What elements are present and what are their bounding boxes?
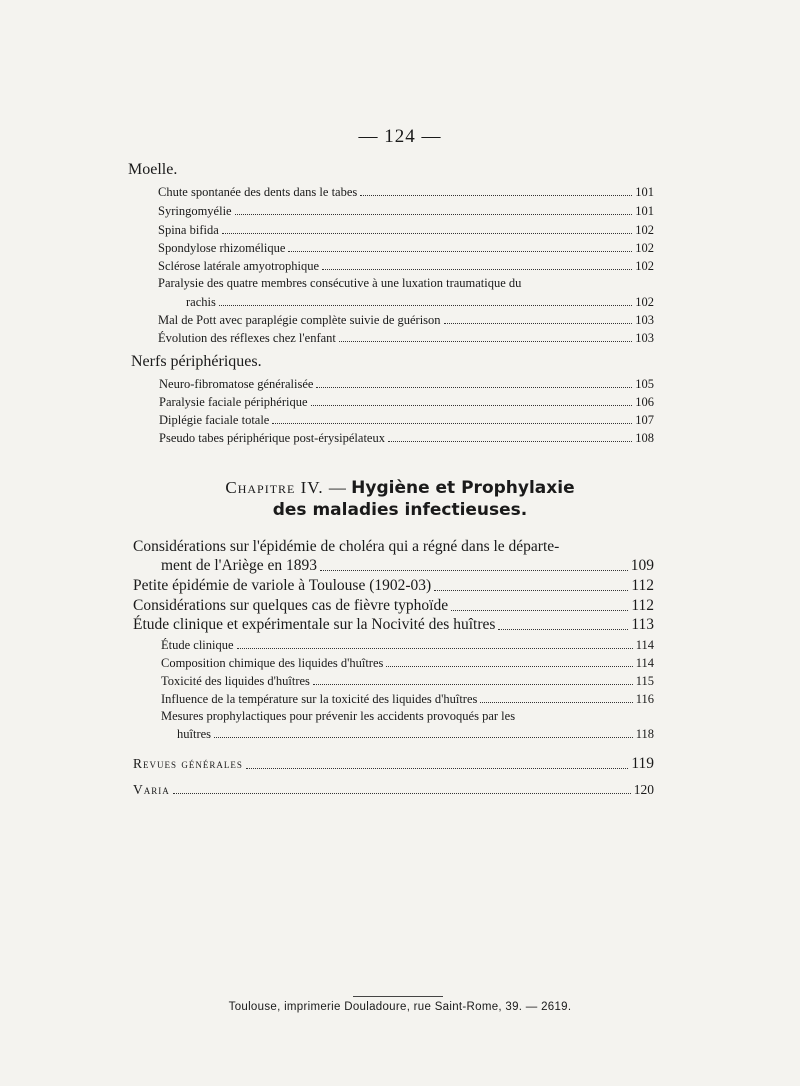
section-heading-nerfs: Nerfs périphériques. — [131, 353, 262, 370]
toc-entry: Spina bifida 102 — [158, 223, 654, 237]
toc-sub-entry: Influence de la température sur la toxicité des liquides d'huîtres 116 — [161, 692, 654, 706]
toc-entry: ment de l'Ariège en 1893 109 — [161, 557, 654, 574]
toc-entry: Spondylose rhizomélique 102 — [158, 241, 654, 255]
toc-entry: Sclérose latérale amyotrophique 102 — [158, 259, 654, 273]
toc-sub-entry: huîtres 118 — [177, 727, 654, 741]
toc-sub-entry: Composition chimique des liquides d'huîtres 114 — [161, 656, 654, 670]
toc-entry: Petite épidémie de variole à Toulouse (1902-03) 112 — [133, 577, 654, 594]
chapter-heading: Chapitre IV. — Hygiène et Prophylaxie — [225, 478, 575, 498]
footer-rule — [353, 996, 443, 997]
toc-entry: Varia 120 — [133, 782, 654, 797]
printer-imprint: Toulouse, imprimerie Douladoure, rue Saint-Rome, 39. — 2619. — [228, 1001, 572, 1013]
toc-entry: Étude clinique et expérimentale sur la Nocivité des huîtres 113 — [133, 616, 654, 633]
toc-entry: Paralysie faciale périphérique 106 — [159, 395, 654, 409]
toc-sub-entry-first-line: Mesures prophylactiques pour prévenir les accidents provoqués par les — [161, 709, 516, 723]
toc-sub-entry: Étude clinique 114 — [161, 638, 654, 652]
page-number: — 124 — — [358, 126, 442, 147]
toc-entry: Revues générales 119 — [133, 755, 654, 772]
toc-entry: Neuro-fibromatose généralisée 105 — [159, 377, 654, 391]
toc-sub-entry: Toxicité des liquides d'huîtres 115 — [161, 674, 654, 688]
toc-entry: Pseudo tabes périphérique post-érysipélateux 108 — [159, 431, 654, 445]
toc-entry: Considérations sur quelques cas de fièvre typhoïde 112 — [133, 597, 654, 614]
toc-entry: Chute spontanée des dents dans le tabes 101 — [158, 185, 654, 199]
toc-entry: Évolution des réflexes chez l'enfant 103 — [158, 331, 654, 345]
toc-entry-first-line: Paralysie des quatre membres consécutive à une luxation traumatique du — [158, 276, 522, 290]
toc-entry: Syringomyélie 101 — [158, 204, 654, 218]
toc-entry: Diplégie faciale totale 107 — [159, 413, 654, 427]
chapter-heading-line2: des maladies infectieuses. — [272, 500, 528, 520]
toc-entry: Mal de Pott avec paraplégie complète suivie de guérison 103 — [158, 313, 654, 327]
toc-entry-first-line: Considérations sur l'épidémie de choléra qui a régné dans le départe- — [133, 538, 560, 555]
section-heading-moelle: Moelle. — [128, 161, 178, 178]
toc-entry: rachis 102 — [186, 295, 654, 309]
